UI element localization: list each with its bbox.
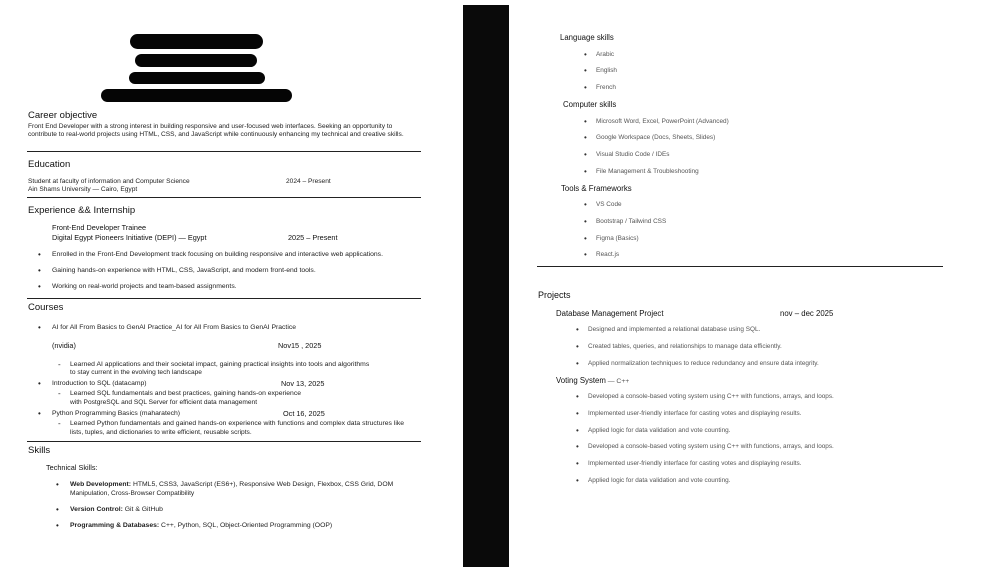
skill-label: Programming & Databases: (70, 522, 160, 529)
skill-programming-databases (70, 522, 332, 530)
course-description-cont: lists, tuples, and dictionaries to write efficient, reusable scripts. (70, 429, 252, 436)
experience-organization: Digital Egypt Pioneers Initiative (DEPI) — Egypt (52, 233, 207, 242)
education-heading: Education (28, 159, 71, 170)
project-name (556, 376, 629, 385)
course-description-cont: to stay current in the evolving tech landscape (70, 369, 202, 376)
redacted-contact-bar-2 (101, 89, 292, 102)
computer-skills-heading: Computer skills (563, 100, 617, 109)
project-bullet: • Developed a console-based voting system using C++ with functions, arrays, and loops. (588, 443, 834, 450)
career-objective-heading: Career objective (28, 110, 98, 121)
section-divider (27, 441, 421, 442)
tool-item: • VS Code (596, 201, 622, 208)
course-name: • Python Programming Basics (maharatech) (52, 410, 180, 418)
course-date: Nov 13, 2025 (281, 379, 325, 388)
skill-web-development-cont: Manipulation, Cross-Browser Compatibility (70, 490, 195, 497)
education-university: Ain Shams University — Cairo, Egypt (28, 186, 138, 193)
project-bullet: • Implemented user-friendly interface for casting votes and displaying results. (588, 460, 801, 467)
technical-skills-subtitle: Technical Skills: (46, 463, 98, 472)
skill-value: HTML5, CSS3, JavaScript (ES6+), Responsive Web Design, Flexbox, CSS Grid, DOM (131, 481, 394, 488)
course-provider: (nvidia) (52, 341, 76, 350)
tool-item: • Bootstrap / Tailwind CSS (596, 218, 666, 225)
education-date: 2024 – Present (286, 178, 331, 185)
project-date: nov – dec 2025 (780, 309, 834, 318)
project-bullet: • Applied logic for data validation and vote counting. (588, 427, 730, 434)
tools-frameworks-heading: Tools & Frameworks (561, 184, 632, 193)
section-divider (27, 151, 421, 152)
project-name: Database Management Project (556, 309, 664, 318)
education-degree: Student at faculty of information and Computer Science (28, 178, 190, 185)
project-title: Voting System (556, 376, 606, 385)
experience-heading: Experience && Internship (28, 205, 136, 216)
section-divider (27, 197, 421, 198)
tool-item: • React.js (596, 251, 619, 258)
experience-bullet: • Gaining hands-on experience with HTML, CSS, JavaScript, and modern front-end tools. (52, 267, 316, 275)
experience-bullet: • Enrolled in the Front-End Development track focusing on building responsive and interactive web applications. (52, 251, 383, 259)
language-skills-heading: Language skills (560, 33, 614, 42)
course-date: Oct 16, 2025 (283, 409, 325, 418)
redacted-contact-bar-1 (129, 72, 265, 84)
tool-item: • Figma (Basics) (596, 235, 639, 242)
career-objective-text: Front End Developer with a strong interest in building responsive and user-focused web interfaces. Seeking an opportunity to contribute to real-world projects using HTML, CSS, and JavaScript while continuously enhancing my technical and creative skills. (28, 123, 404, 139)
course-description: - Learned AI applications and their societal impact, gaining practical insights into tools and algorithms (70, 361, 369, 369)
courses-heading: Courses (28, 302, 64, 313)
skill-label: Web Development: (70, 481, 132, 488)
course-date: Nov15 , 2025 (278, 341, 322, 350)
skills-heading: Skills (28, 445, 51, 456)
computer-skill-item: • Google Workspace (Docs, Sheets, Slides) (596, 134, 715, 141)
project-bullet: • Created tables, queries, and relationships to manage data efficiently. (588, 343, 782, 350)
resume-page-left (0, 0, 462, 571)
experience-date: 2025 – Present (288, 233, 338, 242)
page-gap-bar (463, 5, 509, 567)
course-description-cont: with PostgreSQL and SQL Server for efficient data management (70, 399, 258, 406)
project-bullet: • Applied logic for data validation and vote counting. (588, 477, 730, 484)
language-item: • English (596, 67, 617, 74)
project-bullet: • Applied normalization techniques to reduce redundancy and ensure data integrity. (588, 360, 819, 367)
project-bullet: • Developed a console-based voting system using C++ with functions, arrays, and loops. (588, 393, 834, 400)
project-tech: — C++ (605, 378, 630, 385)
experience-bullet: • Working on real-world projects and team-based assignments. (52, 283, 237, 291)
computer-skill-item: • File Management & Troubleshooting (596, 168, 699, 175)
project-bullet: • Designed and implemented a relational database using SQL. (588, 326, 760, 333)
section-divider (537, 266, 943, 267)
computer-skill-item: • Microsoft Word, Excel, PowerPoint (Advanced) (596, 118, 729, 125)
redacted-name-bar-1 (130, 34, 263, 49)
skill-value: Git & GitHub (122, 506, 163, 513)
course-description: - Learned Python fundamentals and gained hands-on experience with functions and complex data structures like (70, 420, 404, 428)
course-description: - Learned SQL fundamentals and best practices, gaining hands-on experience (70, 390, 301, 398)
skill-web-development (70, 481, 393, 489)
projects-heading: Projects (538, 290, 571, 300)
language-item: • Arabic (596, 51, 614, 58)
section-divider (27, 298, 421, 299)
project-bullet: • Implemented user-friendly interface for casting votes and displaying results. (588, 410, 801, 417)
resume-page-right (509, 0, 1000, 571)
course-name: • AI for All From Basics to GenAI Practice_AI for All From Basics to GenAI Practice (52, 324, 296, 332)
computer-skill-item: • Visual Studio Code / IDEs (596, 151, 669, 158)
course-name: • Introduction to SQL (datacamp) (52, 380, 147, 388)
language-item: • French (596, 84, 616, 91)
skill-version-control (70, 506, 163, 514)
skill-label: Version Control: (70, 506, 123, 513)
redacted-name-bar-2 (135, 54, 257, 67)
experience-role: Front-End Developer Trainee (52, 223, 147, 232)
skill-value: C++, Python, SQL, Object-Oriented Programming (OOP) (159, 522, 333, 529)
